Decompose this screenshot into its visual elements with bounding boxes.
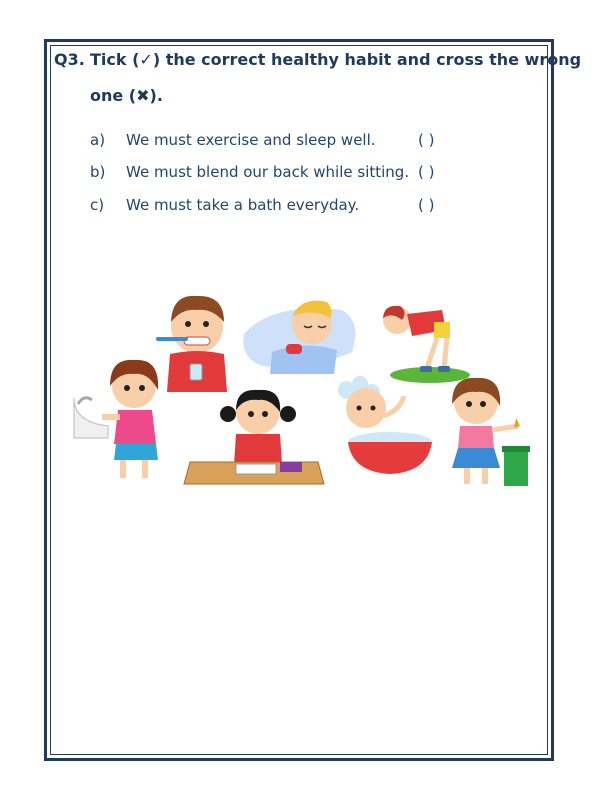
answer-blank[interactable]: ( ) bbox=[418, 131, 435, 149]
girl-using-dustbin-figure bbox=[452, 378, 530, 486]
answer-blank[interactable]: ( ) bbox=[418, 196, 435, 214]
statement-text: We must blend our back while sitting. bbox=[126, 163, 410, 181]
child-exercising-figure bbox=[383, 306, 470, 383]
question-text-line-1: Tick (✓) the correct healthy habit and cross the wrong bbox=[90, 50, 582, 69]
statement-letter: b) bbox=[90, 163, 106, 181]
answer-blank[interactable]: ( ) bbox=[418, 163, 435, 181]
statement-letter: a) bbox=[90, 131, 106, 149]
healthy-habits-illustration bbox=[72, 292, 530, 488]
question-text-line-2: one (✖). bbox=[90, 86, 163, 105]
statement-text: We must take a bath everyday. bbox=[126, 196, 360, 214]
sleeping-child-figure bbox=[243, 301, 355, 374]
boy-brushing-teeth-figure bbox=[156, 296, 227, 392]
child-bathing-figure bbox=[338, 376, 432, 474]
question-number: Q3. bbox=[54, 50, 85, 69]
statement-letter: c) bbox=[90, 196, 105, 214]
girl-studying-at-desk-figure bbox=[184, 390, 324, 484]
girl-washing-hands-figure bbox=[74, 360, 158, 478]
statement-text: We must exercise and sleep well. bbox=[126, 131, 376, 149]
